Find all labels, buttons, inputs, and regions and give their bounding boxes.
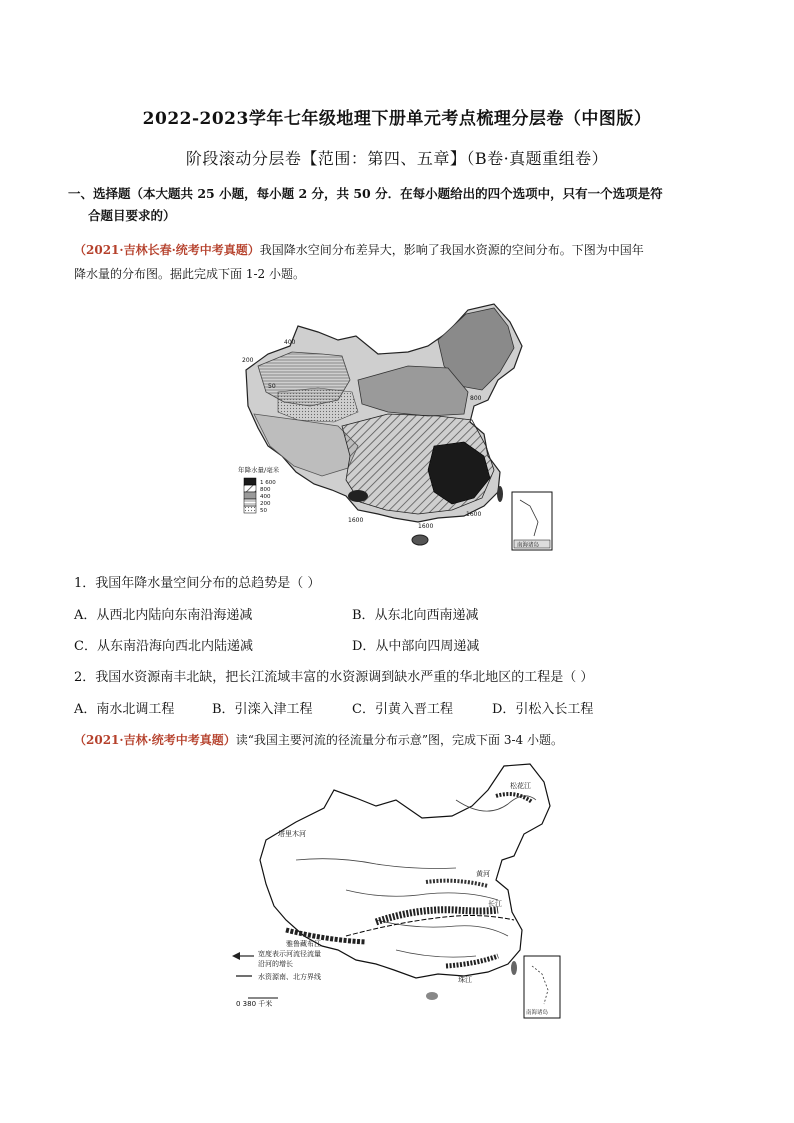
intro-text: 读“我国主要河流的径流量分布示意”图，完成下面 3-4 小题。	[235, 733, 563, 747]
question-group-2-intro	[74, 728, 734, 752]
question-1-option-c[interactable]: C．从东南沿海向西北内陆递减	[74, 639, 253, 654]
question-1-option-a[interactable]: A．从西北内陆向东南沿海递减	[74, 608, 253, 623]
question-2-option-a[interactable]: A．南水北调工程	[74, 702, 175, 717]
contour-label: 800	[470, 395, 482, 402]
intro-text-line1: 我国降水空间分布差异大，影响了我国水资源的空间分布。下图为中国年	[259, 243, 644, 257]
intro-text-line2: 降水量的分布图。据此完成下面 1-2 小题。	[74, 267, 305, 281]
south-sea-inset	[524, 956, 560, 1018]
question-1-option-d[interactable]: D．从中部向四周递减	[352, 639, 480, 654]
question-2-option-b[interactable]: B．引滦入津工程	[212, 702, 313, 717]
question-2-option-d[interactable]: D．引松入长工程	[492, 702, 594, 717]
question-2-option-c[interactable]: C．引黄入晋工程	[352, 702, 453, 717]
legend-label: 200	[260, 501, 271, 507]
river-label: 珠江	[458, 976, 472, 984]
legend-swatch	[244, 506, 256, 513]
legend-width-symbol	[232, 952, 240, 960]
southwest-humid-spot	[348, 490, 368, 502]
hainan-island	[412, 535, 428, 545]
legend-text: 沿河的增长	[258, 960, 293, 968]
desert-zone	[278, 388, 358, 422]
river-label: 塔里木河	[278, 830, 306, 838]
legend-text: 宽度表示河流径流量	[258, 950, 321, 958]
river-label: 松花江	[510, 782, 531, 790]
legend-swatch	[244, 485, 256, 492]
legend-swatch	[244, 478, 256, 485]
legend-label: 400	[260, 494, 271, 500]
section-heading-line1: 一、选择题（本大题共 25 小题，每小题 2 分，共 50 分．在每小题给出的四个选项中，只有一个选项是符	[68, 186, 663, 201]
section-heading-line2: 合题目要求的）	[88, 208, 176, 223]
river-label: 长江	[488, 900, 502, 908]
contour-label: 200	[242, 357, 254, 364]
contour-label: 50	[268, 383, 276, 390]
section-heading	[68, 183, 728, 227]
page-subtitle: 阶段滚动分层卷【范围：第四、五章】（B卷·真题重组卷）	[185, 149, 609, 168]
taiwan-island	[497, 486, 503, 502]
inset-label: 南海诸岛	[517, 542, 540, 549]
river-runoff-map	[226, 760, 562, 1022]
legend-swatch	[244, 492, 256, 499]
legend-title: 年降水量/毫米	[238, 466, 280, 474]
river-runoff-map-svg	[226, 760, 562, 1022]
contour-label: 1600	[466, 511, 482, 518]
river-label: 雅鲁藏布江	[286, 940, 321, 948]
legend-text: 水资源南、北方界线	[258, 973, 321, 981]
question-source: （2021·吉林·统考中考真题）	[74, 733, 236, 747]
precipitation-map	[238, 296, 558, 554]
legend-label: 800	[260, 487, 271, 493]
question-group-1-intro	[74, 238, 734, 286]
inset-label: 南海诸岛	[526, 1010, 549, 1016]
river-label: 黄河	[476, 870, 490, 878]
question-source: （2021·吉林长春·统考中考真题）	[74, 243, 260, 257]
question-2-stem: 2．我国水资源南丰北缺，把长江流域丰富的水资源调到缺水严重的华北地区的工程是（ ）	[74, 670, 594, 685]
taiwan-island	[511, 961, 517, 975]
legend-swatch	[244, 499, 256, 506]
hainan-island	[426, 992, 438, 1000]
legend-label: 50	[260, 508, 267, 514]
precipitation-map-svg	[238, 296, 558, 554]
contour-label: 400	[284, 339, 296, 346]
question-1-option-b[interactable]: B．从东北向西南递减	[352, 608, 479, 623]
legend-label: 1 600	[260, 480, 276, 486]
page-title: 2022-2023学年七年级地理下册单元考点梳理分层卷（中图版）	[142, 109, 652, 129]
scale-label: 0 380 千米	[236, 1000, 273, 1008]
question-1-stem: 1．我国年降水量空间分布的总趋势是（ ）	[74, 576, 321, 591]
contour-label: 1600	[418, 523, 434, 530]
contour-label: 1600	[348, 517, 364, 524]
